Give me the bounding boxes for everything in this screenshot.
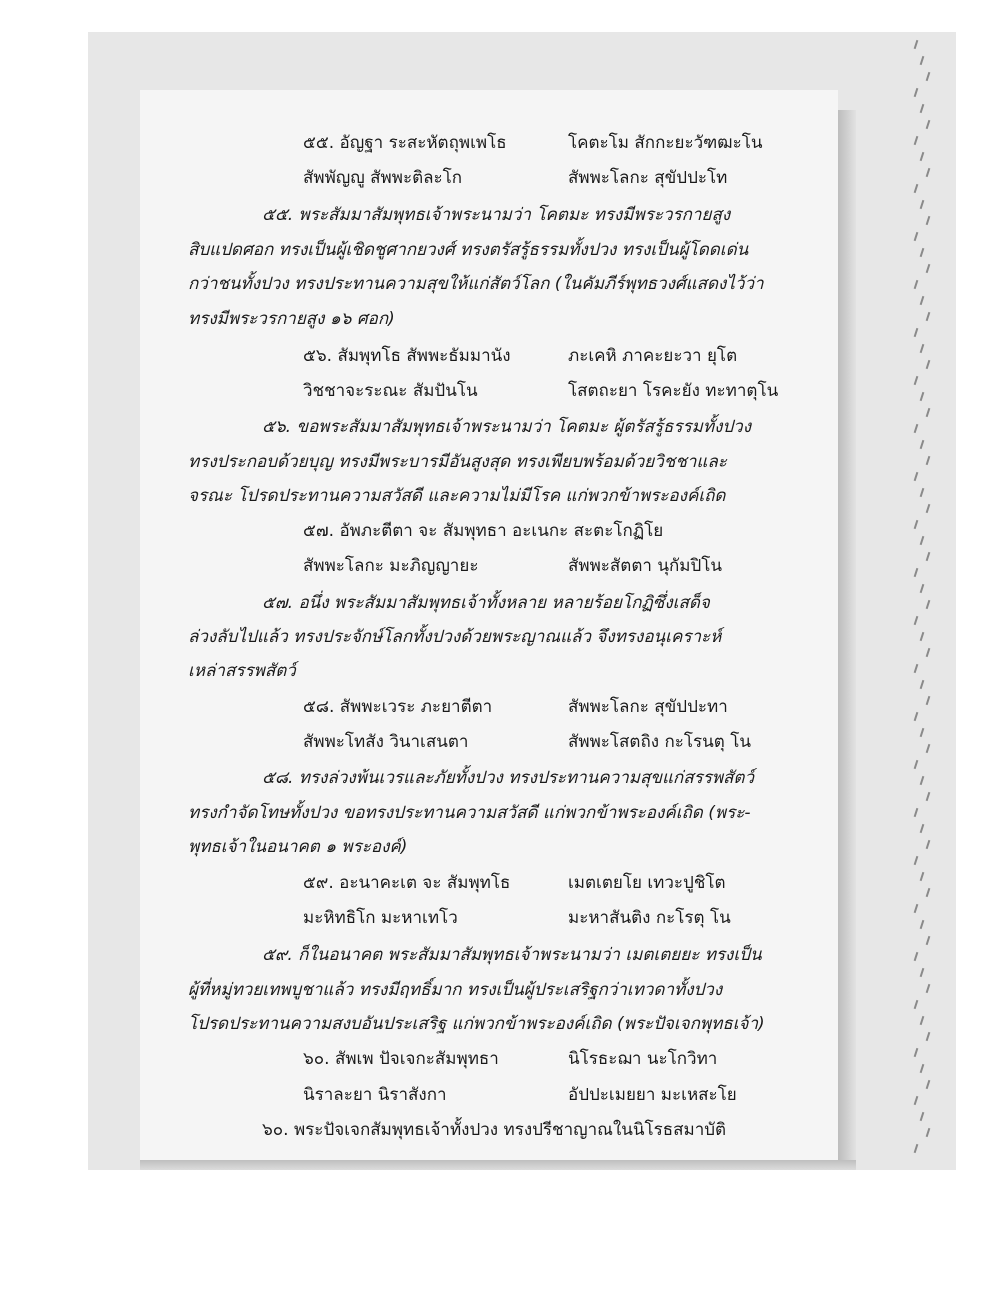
edge-mark <box>920 488 925 497</box>
verse-line: สัพพะสัตตา นุกัมปิโน <box>568 556 722 576</box>
translation-line: โปรดประทานความสงบอันประเสริฐ แก่พวกข้าพระองค์เถิด (พระปัจเจกพุทธเจ้า) <box>188 1014 765 1034</box>
translation-line: ๕๙. ก็ในอนาคต พระสัมมาสัมพุทธเจ้าพระนามว่า เมตเตยยะ ทรงเป็น <box>262 945 762 965</box>
edge-mark <box>914 1048 919 1057</box>
verse-line: นิโรธะฌา นะโกวิทา <box>568 1049 718 1069</box>
edge-mark <box>920 104 925 113</box>
edge-mark <box>926 504 931 513</box>
verse-line: สัพพะโลกะ มะภิญญายะ <box>303 556 479 576</box>
verse-line: อัปปะเมยยา มะเหสะโย <box>568 1085 737 1105</box>
edge-mark <box>926 792 931 801</box>
verse-line: ๕๙. อะนาคะเต จะ สัมพุทโธ <box>303 873 511 893</box>
edge-mark <box>926 168 931 177</box>
edge-mark <box>914 232 919 241</box>
edge-mark <box>926 888 931 897</box>
edge-mark <box>920 56 925 65</box>
translation-line: เหล่าสรรพสัตว์ <box>188 661 296 681</box>
translation-line: ทรงมีพระวรกายสูง ๑๖ ศอก) <box>188 309 395 329</box>
edge-mark <box>920 200 925 209</box>
edge-mark <box>920 1016 925 1025</box>
edge-mark <box>926 552 931 561</box>
edge-mark <box>920 584 925 593</box>
edge-mark <box>920 728 925 737</box>
translation-line: ล่วงลับไปแล้ว ทรงประจักษ์โลกทั้งปวงด้วยพระญาณแล้ว จึงทรงอนุเคราะห์ <box>188 627 722 647</box>
edge-mark <box>920 968 925 977</box>
edge-mark <box>926 744 931 753</box>
edge-mark <box>914 856 919 865</box>
translation-line: ๕๕. พระสัมมาสัมพุทธเจ้าพระนามว่า โคตมะ ทรงมีพระวรกายสูง <box>262 205 731 225</box>
edge-mark <box>914 472 919 481</box>
verse-line: มะหิทธิโก มะหาเทโว <box>303 908 458 928</box>
edge-mark <box>920 152 925 161</box>
page-shadow-bottom <box>140 1160 856 1170</box>
edge-mark <box>914 136 919 145</box>
edge-mark <box>926 408 931 417</box>
edge-mark <box>914 328 919 337</box>
edge-mark <box>920 1064 925 1073</box>
verse-line: สัพพะโทสัง วินาเสนตา <box>303 732 469 752</box>
edge-mark <box>914 616 919 625</box>
verse-line: มะหาสันติง กะโรตุ โน <box>568 908 731 928</box>
edge-mark <box>920 872 925 881</box>
edge-mark <box>926 456 931 465</box>
edge-mark <box>926 984 931 993</box>
edge-mark <box>926 1128 931 1137</box>
edge-mark <box>926 936 931 945</box>
verse-line: สัพพะโลกะ สุขัปปะทา <box>568 697 728 717</box>
edge-mark <box>914 664 919 673</box>
translation-line: สิบแปดศอก ทรงเป็นผู้เชิดชูศากยวงศ์ ทรงตรัสรู้ธรรมทั้งปวง ทรงเป็นผู้โดดเด่น <box>188 240 749 260</box>
translation-line: ทรงกำจัดโทษทั้งปวง ขอทรงประทานความสวัสดี แก่พวกข้าพระองค์เถิด (พระ- <box>188 803 751 823</box>
edge-mark <box>920 296 925 305</box>
verse-line: ภะเคหิ ภาคะยะวา ยุโต <box>568 346 738 366</box>
translation-line: ๕๖. ขอพระสัมมาสัมพุทธเจ้าพระนามว่า โคตมะ ผู้ตรัสรู้ธรรมทั้งปวง <box>262 417 752 437</box>
page-shadow-right <box>838 110 856 1170</box>
verse-line: เมตเตยโย เทวะปูชิโต <box>568 873 726 893</box>
edge-mark <box>926 1080 931 1089</box>
edge-mark <box>926 1032 931 1041</box>
verse-line: สัพพะโสตถิง กะโรนตุ โน <box>568 732 751 752</box>
verse-line: ๕๗. อัพภะตีตา จะ สัมพุทธา อะเนกะ สะตะโกฏิโย <box>303 521 664 541</box>
translation-line: ๖๐. พระปัจเจกสัมพุทธเจ้าทั้งปวง ทรงปรีชาญาณในนิโรธสมาบัติ <box>262 1120 727 1140</box>
translation-line: ๕๘. ทรงล่วงพ้นเวรและภัยทั้งปวง ทรงประทานความสุขแก่สรรพสัตว์ <box>262 768 755 788</box>
edge-mark <box>914 712 919 721</box>
translation-line: ผู้ที่หมู่ทวยเทพบูชาแล้ว ทรงมีฤทธิ์มาก ทรงเป็นผู้ประเสริฐกว่าเทวดาทั้งปวง <box>188 980 723 1000</box>
verse-line: ๕๘. สัพพะเวระ ภะยาตีตา <box>303 697 493 717</box>
edge-mark <box>920 1112 925 1121</box>
edge-mark <box>920 824 925 833</box>
edge-mark <box>914 184 919 193</box>
verse-line: ๕๖. สัมพุทโธ สัพพะธัมมานัง <box>303 346 511 366</box>
edge-mark <box>926 600 931 609</box>
edge-mark <box>914 280 919 289</box>
edge-mark <box>914 40 919 49</box>
edge-mark <box>926 312 931 321</box>
translation-line: กว่าชนทั้งปวง ทรงประทานความสุขให้แก่สัตว์โลก (ในคัมภีร์พุทธวงศ์แสดงไว้ว่า <box>188 274 764 294</box>
edge-mark <box>920 248 925 257</box>
translation-line: พุทธเจ้าในอนาคต ๑ พระองค์) <box>188 837 408 857</box>
verse-line: สัพพัญญู สัพพะติละโก <box>303 168 463 188</box>
edge-mark <box>914 1096 919 1105</box>
edge-mark <box>914 952 919 961</box>
edge-mark <box>920 680 925 689</box>
verse-line: ๖๐. สัพเพ ปัจเจกะสัมพุทธา <box>303 1049 499 1069</box>
verse-line: ๕๕. อัญฐา ระสะหัตถุพเพโธ <box>303 133 507 153</box>
verse-line: โคตะโม สักกะยะวัฑฒะโน <box>568 133 763 153</box>
edge-mark <box>926 648 931 657</box>
edge-mark <box>920 536 925 545</box>
edge-mark <box>920 632 925 641</box>
edge-mark <box>914 520 919 529</box>
verse-line: สัพพะโลกะ สุขัปปะโท <box>568 168 728 188</box>
translation-line: จรณะ โปรดประทานความสวัสดี และความไม่มีโรค แก่พวกข้าพระองค์เถิด <box>188 486 726 506</box>
edge-mark <box>914 1144 919 1153</box>
edge-mark <box>920 440 925 449</box>
page-edge-marks <box>905 40 945 1160</box>
edge-mark <box>914 808 919 817</box>
edge-mark <box>920 776 925 785</box>
edge-mark <box>920 392 925 401</box>
edge-mark <box>926 840 931 849</box>
edge-mark <box>926 216 931 225</box>
edge-mark <box>926 72 931 81</box>
edge-mark <box>914 904 919 913</box>
edge-mark <box>914 568 919 577</box>
edge-mark <box>914 424 919 433</box>
verse-line: วิชชาจะระณะ สัมปันโน <box>303 381 478 401</box>
edge-mark <box>914 376 919 385</box>
edge-mark <box>926 120 931 129</box>
edge-mark <box>926 696 931 705</box>
edge-mark <box>920 344 925 353</box>
edge-mark <box>926 360 931 369</box>
verse-line: นิราละยา นิราสังกา <box>303 1085 447 1105</box>
edge-mark <box>914 760 919 769</box>
edge-mark <box>920 920 925 929</box>
verse-line: โสตถะยา โรคะยัง ทะทาตุโน <box>568 381 779 401</box>
edge-mark <box>926 264 931 273</box>
translation-line: ๕๗. อนึ่ง พระสัมมาสัมพุทธเจ้าทั้งหลาย หลายร้อยโกฏิซึ่งเสด็จ <box>262 593 710 613</box>
edge-mark <box>914 88 919 97</box>
edge-mark <box>914 1000 919 1009</box>
translation-line: ทรงประกอบด้วยบุญ ทรงมีพระบารมีอันสูงสุด ทรงเพียบพร้อมด้วยวิชชาและ <box>188 452 727 472</box>
